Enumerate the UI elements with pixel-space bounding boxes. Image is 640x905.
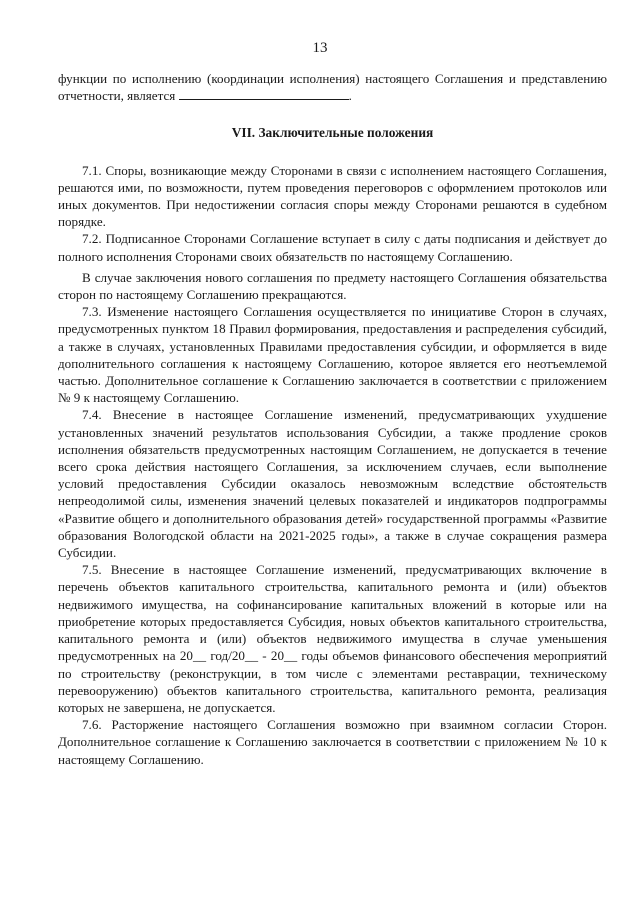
- intro-paragraph: [58, 70, 607, 104]
- section-title: VII. Заключительные положения: [231, 125, 434, 141]
- document-body: [58, 70, 607, 768]
- paragraph-7-6: 7.6. Расторжение настоящего Соглашения возможно при взаимном согласии Сторон. Дополнительное соглашение к Соглашению заключается в соответствии с приложением № 10 к настоящему Соглашению.: [58, 717, 607, 767]
- paragraph-7-5: 7.5. Внесение в настоящее Соглашение изменений, предусматривающих включение в перечень объектов капитального строительства, капитального ремонта и (или) объектов недвижимого имущества, на софинансирование капитальных вложений в которые или на приобретение которых предоставляется Субсидия, новых объектов капитального строительства, капитального ремонта и (или) объектов недвижимого имущества в случае уменьшения предусмотренных на 20__ год/20__ - 20__ годы объемов финансового обеспечения мероприятий по строительству (реконструкции, в том числе с элементами реставрации, техническому перевооружению) объектов капитального строительства, капитального ремонта, реализация которых не завершена, не допускается.: [58, 562, 607, 715]
- paragraph-7-4: 7.4. Внесение в настоящее Соглашение изменений, предусматривающих ухудшение установленных значений результатов использования Субсидии, а также продление сроков исполнения обязательств предусмотренных настоящим Соглашением, не допускается в течение всего срока действия настоящего Соглашения, за исключением случаев, если выполнение условий предоставления Субсидии оказалось невозможным вследствие обстоятельств непреодолимой силы, изменения значений целевых показателей и индикаторов подпрограммы «Развитие общего и дополнительного образования детей» государственной программы «Развитие образования Вологодской области на 2021-2025 годы», а также в случае сокращения размера Субсидии.: [58, 407, 607, 561]
- intro-text: функции по исполнению (координации исполнения) настоящего Соглашения и представлению отчетности, является: [58, 71, 607, 104]
- page-number: 13: [312, 40, 328, 56]
- paragraph-new-agreement: В случае заключения нового соглашения по предмету настоящего Соглашения обязательства сторон по настоящему Соглашению прекращаются.: [58, 269, 607, 303]
- intro-end: .: [348, 88, 352, 104]
- blank-fill-line: [179, 87, 349, 100]
- paragraph-7-3: 7.3. Изменение настоящего Соглашения осуществляется по инициативе Сторон в случаях, предусмотренных пунктом 18 Правил формирования, предоставления и распределения субсидий, а также в случаях, установленных Правилами предоставления субсидии, и оформляется в виде дополнительного соглашения к настоящему Соглашению, которое является его неотъемлемой частью. Дополнительное соглашение к Соглашению заключается в соответствии с приложением № 9 к настоящему Соглашению.: [58, 304, 607, 406]
- paragraph-7-1: 7.1. Споры, возникающие между Сторонами в связи с исполнением настоящего Соглашения, решаются ими, по возможности, путем проведения переговоров с оформлением протоколов или иных документов. При недостижении согласия споры между Сторонами решаются в судебном порядке.: [58, 162, 607, 230]
- paragraph-7-2: 7.2. Подписанное Сторонами Соглашение вступает в силу с даты подписания и действует до полного исполнения Сторонами своих обязательств по настоящему Соглашению.: [58, 231, 607, 264]
